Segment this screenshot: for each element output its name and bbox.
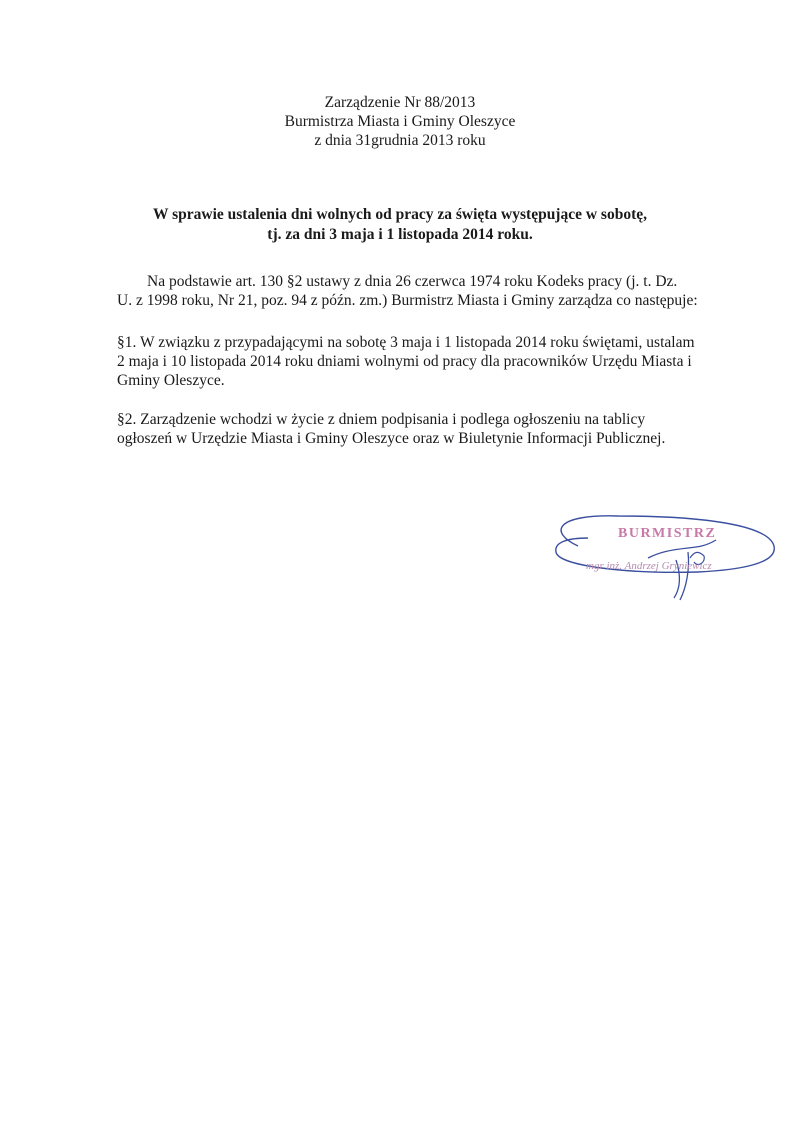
legal-basis-line-1: Na podstawie art. 130 §2 ustawy z dnia 26 czerwca 1974 roku Kodeks pracy (j. t. Dz.	[147, 273, 678, 290]
issue-date: z dnia 31grudnia 2013 roku	[314, 132, 486, 149]
stamp-title: BURMISTRZ	[618, 526, 717, 541]
section-1-line-1: §1. W związku z przypadającymi na sobotę 3 maja i 1 listopada 2014 roku świętami, ustalam	[117, 334, 695, 351]
section-2-paragraph	[117, 410, 717, 448]
section-1-paragraph	[117, 333, 717, 390]
subject-line-1: W sprawie ustalenia dni wolnych od pracy za święta występujące w sobotę,	[153, 206, 647, 223]
stamp-name: mgr inż. Andrzej Gryniewicz	[586, 560, 712, 572]
section-1-line-2: 2 maja i 10 listopada 2014 roku dniami wolnymi od pracy dla pracowników Urzędu Miasta i	[117, 353, 692, 370]
signature-stroke	[648, 540, 716, 558]
document-header	[0, 93, 800, 150]
official-stamp	[548, 512, 780, 604]
legal-basis-paragraph	[117, 272, 717, 310]
ordinance-number: Zarządzenie Nr 88/2013	[324, 94, 476, 111]
document-subject	[0, 205, 800, 245]
subject-line-2: tj. za dni 3 maja i 1 listopada 2014 roku.	[267, 226, 533, 243]
section-2-line-1: §2. Zarządzenie wchodzi w życie z dniem podpisania i podlega ogłoszeniu na tablicy	[117, 411, 646, 428]
issuing-authority: Burmistrza Miasta i Gminy Oleszyce	[284, 113, 516, 130]
legal-basis-line-2: U. z 1998 roku, Nr 21, poz. 94 z późn. zm.) Burmistrz Miasta i Gminy zarządza co następuje:	[117, 292, 698, 309]
section-2-line-2: ogłoszeń w Urzędzie Miasta i Gminy Oleszyce oraz w Biuletynie Informacji Publicznej.	[117, 430, 666, 447]
section-1-line-3: Gminy Oleszyce.	[117, 372, 225, 389]
